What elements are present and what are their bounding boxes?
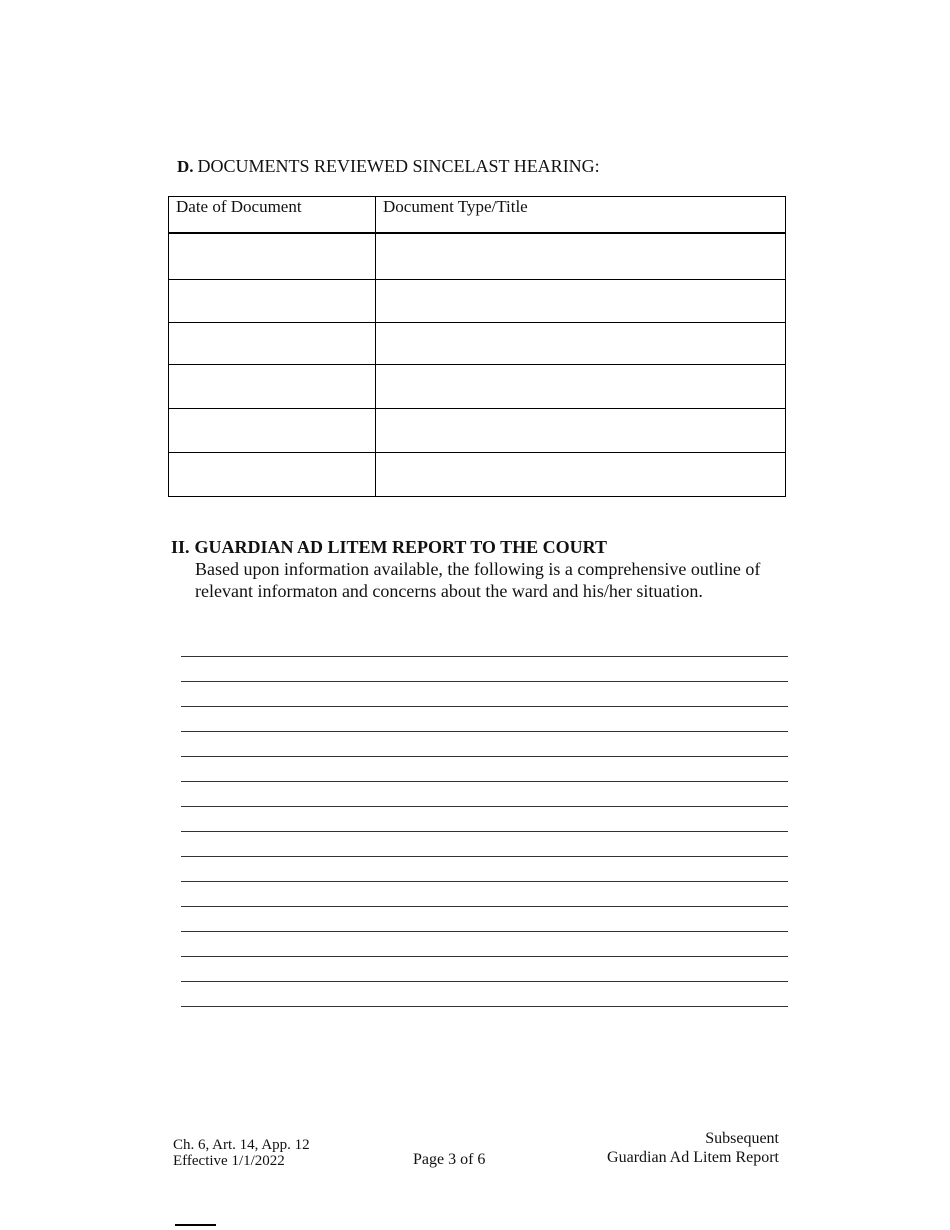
- section-d-title: DOCUMENTS REVIEWED SINCELAST HEARING:: [197, 156, 600, 176]
- table-row: [169, 408, 786, 452]
- report-writing-lines: [181, 632, 788, 1007]
- footer-form-title-line1: Subsequent: [705, 1130, 779, 1147]
- section-ii-heading: [171, 537, 607, 558]
- writing-line[interactable]: [181, 707, 788, 732]
- writing-line[interactable]: [181, 832, 788, 857]
- writing-line[interactable]: [181, 907, 788, 932]
- type-title-cell[interactable]: [376, 233, 786, 279]
- table-row: [169, 279, 786, 322]
- footer-chapter-reference: Ch. 6, Art. 14, App. 12: [173, 1137, 310, 1153]
- writing-line[interactable]: [181, 782, 788, 807]
- footer-citation: [173, 1137, 310, 1169]
- documents-reviewed-table: [168, 196, 786, 497]
- section-ii-number: II.: [171, 537, 190, 557]
- writing-line[interactable]: [181, 932, 788, 957]
- writing-line[interactable]: [181, 657, 788, 682]
- writing-line[interactable]: [181, 857, 788, 882]
- writing-line[interactable]: [181, 807, 788, 832]
- section-d-letter: D.: [177, 157, 194, 176]
- writing-line[interactable]: [181, 632, 788, 657]
- footer-form-title: [607, 1129, 779, 1167]
- date-cell[interactable]: [169, 364, 376, 408]
- type-title-cell[interactable]: [376, 279, 786, 322]
- type-title-cell[interactable]: [376, 364, 786, 408]
- type-title-cell[interactable]: [376, 408, 786, 452]
- writing-line[interactable]: [181, 732, 788, 757]
- table-row: [169, 452, 786, 496]
- table-row: [169, 322, 786, 364]
- date-cell[interactable]: [169, 322, 376, 364]
- writing-line[interactable]: [181, 957, 788, 982]
- footer-effective-date: Effective 1/1/2022: [173, 1153, 285, 1169]
- table-header-row: [169, 197, 786, 234]
- bottom-rule-mark: [175, 1224, 216, 1226]
- footer-form-title-line2: Guardian Ad Litem Report: [607, 1149, 779, 1166]
- date-cell[interactable]: [169, 452, 376, 496]
- type-title-cell[interactable]: [376, 322, 786, 364]
- section-d-heading: [177, 156, 600, 177]
- section-ii-description: Based upon information available, the following is a comprehensive outline of relevant informaton and concerns about the ward and his/her situation.: [195, 559, 761, 601]
- date-cell[interactable]: [169, 408, 376, 452]
- table-row: [169, 233, 786, 279]
- writing-line[interactable]: [181, 682, 788, 707]
- type-title-cell[interactable]: [376, 452, 786, 496]
- column-header-date: Date of Document: [169, 197, 376, 234]
- column-header-type-title: Document Type/Title: [376, 197, 786, 234]
- footer-page-number: Page 3 of 6: [413, 1151, 486, 1168]
- writing-line[interactable]: [181, 882, 788, 907]
- table-row: [169, 364, 786, 408]
- date-cell[interactable]: [169, 233, 376, 279]
- writing-line[interactable]: [181, 982, 788, 1007]
- section-ii-title: GUARDIAN AD LITEM REPORT TO THE COURT: [194, 537, 607, 557]
- date-cell[interactable]: [169, 279, 376, 322]
- writing-line[interactable]: [181, 757, 788, 782]
